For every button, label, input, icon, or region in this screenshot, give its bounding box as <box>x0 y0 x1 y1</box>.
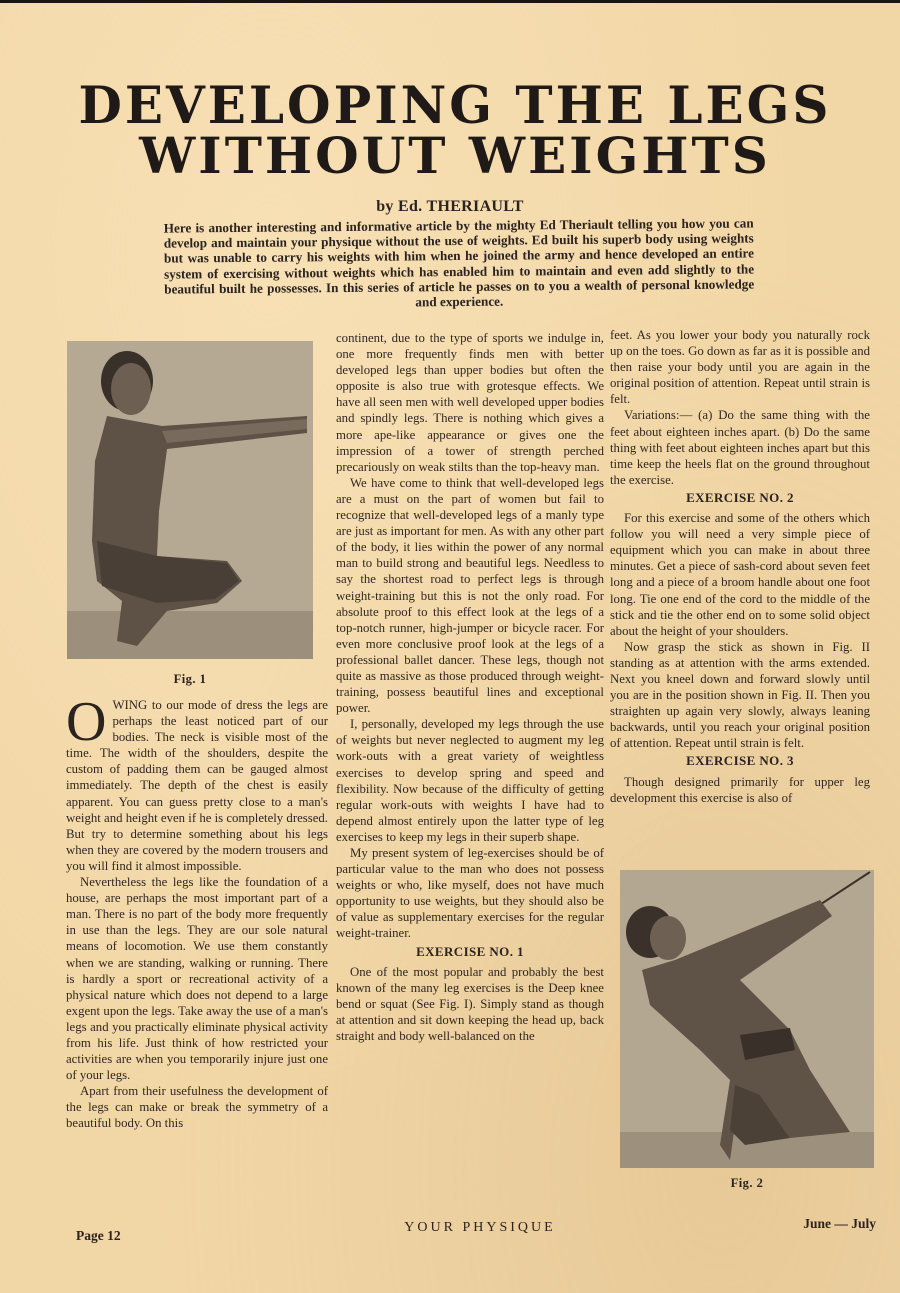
magazine-name: YOUR PHYSIQUE <box>404 1220 556 1235</box>
kneeling-stick-figure-illustration <box>620 870 874 1168</box>
paragraph: My present system of leg-exercises should be of particular value to the man who does not possess weights or who, like myself, does not have much opportunity to use weights, but they should also be of value as supplementary exercises for the regular weight-trainer. <box>336 846 604 941</box>
issue-date: June — July <box>803 1216 876 1231</box>
paragraph: Now grasp the stick as shown in Fig. II standing as at attention with the arms extended. Next you kneel down and forward slowly until you are in the position shown in Fig. II. Then you straighten up again very slowly, always leaning backwards, until you reach your original position of attention. Repeat until strain is felt. <box>610 639 870 751</box>
squat-figure-illustration <box>67 341 313 659</box>
figure-1-caption: Fig. 1 <box>173 672 207 686</box>
column-3 <box>610 327 870 806</box>
column-1 <box>66 691 328 1132</box>
paragraph: Apart from their usefulness the development of the legs can make or break the symmetry of a beautiful body. On this <box>66 1084 328 1131</box>
article-title-line-1: DEVELOPING THE LEGS <box>78 74 832 136</box>
paragraph: For this exercise and some of the others which follow you will need a very simple piece of equipment which you can make in about three minutes. Get a piece of sash-cord about seven feet long and a piece of a broom handle about one foot long. Tie one end of the cord to the middle of the stick and tie the other end on to some solid object about the height of your shoulders. <box>610 511 870 638</box>
figure-1-photo <box>67 341 313 659</box>
drop-cap: O <box>66 691 107 753</box>
page-number: Page 12 <box>76 1228 121 1243</box>
paragraph: Variations:— (a) Do the same thing with the feet about eighteen inches apart. (b) Do the same thing with feet about eighteen inches apart but this time keep the heels flat on the ground throughout the exercise. <box>610 408 870 487</box>
paragraph: continent, due to the type of sports we indulge in, one more frequently finds men with better developed legs than upper bodies but often the opposite is also true with grotesque effects. We have all seen men with well developed upper bodies and spindly legs. There is nothing which gives a more ape-like appearance or gives one the impression of a tower of strength perched precariously on weak stilts than the top-heavy man. <box>336 331 604 474</box>
paragraph: feet. As you lower your body you naturally rock up on the toes. Go down as far as it is possible and then raise your body until you are again in the original position of attention. Repeat until strain is felt. <box>610 328 870 407</box>
paragraph: One of the most popular and probably the best known of the many leg exercises is the Deep knee bend or squat (See Fig. I). Simply stand as though at attention and sit down keeping the head up, back straight and body well-balanced on the <box>336 964 604 1044</box>
article-title-line-2: WITHOUT WEIGHTS <box>139 126 771 185</box>
intro-paragraph: Here is another interesting and informative article by the mighty Ed Theriault telling you how you can develop and maintain your physique without the use of weights. Ed built his superb body using weights but was unable to carry his weights with him when he joined the army and hence developed an entire system of exercising without weights which has enabled him to maintain and even add slightly to the beautiful built he possesses. In this series of article he passes on to you a wealth of personal knowledge and experience. <box>163 215 755 310</box>
paragraph: Nevertheless the legs like the foundation of a house, are perhaps the most important part of a man. There is no part of the body more frequently in use than the legs. They are our sole natural means of locomotion. We use them constantly when we are standing, walking or running. There is hardly a sport or recreational activity of a physical nature which does not depend to a large exgent upon the legs. Take away the use of a man's legs and you practically eliminate physical activity from his life. Just think of how restricted your activities are when you temporarily injure just one of your legs. <box>66 875 328 1083</box>
figure-2-caption: Fig. 2 <box>730 1176 764 1190</box>
exercise-1-heading: EXERCISE NO. 1 <box>416 943 524 959</box>
paragraph: I, personally, developed my legs through the use of weights but never neglected to augment my leg work-outs with a great variety of weightless exercises to develop spring and speed and flexibility. Now because of the difficulty of getting regular work-outs with weights I have had to depend almost entirely upon the latter type of leg exercises to keep my legs in their superb shape. <box>336 717 604 844</box>
exercise-2-heading: EXERCISE NO. 2 <box>686 489 794 505</box>
exercise-3-heading: EXERCISE NO. 3 <box>686 753 794 769</box>
paragraph: Though designed primarily for upper leg development this exercise is also of <box>610 774 870 805</box>
column-2 <box>336 330 604 1044</box>
opening-paragraph: OWING to our mode of dress the legs are perhaps the least noticed part of our bodies. The neck is visible most of the time. The width of the shoulders, despite the custom of padding them can be gauged almost immediately. The depth of the chest is easily apparent. You can guess pretty close to a man's weight and height even if he is completely dressed. But try to determine something about his legs when they are covered by the modern trousers and you will find it almost impossible. <box>66 691 328 873</box>
byline: by Ed. THERIAULT <box>376 198 524 215</box>
paragraph: We have come to think that well-developed legs are a must on the part of women but fail to recognize that well-developed legs of a manly type are just as important for men. As with any other part of the body, it lies within the power of any normal man to build strong and beautiful legs. Needless to say the shortest road to perfect legs is through weight-training but this is not the only road. For absolute proof to this effect look at the legs of a top-notch runner, high-jumper or bicycle racer. For even more conclusive proof look at the legs of a professional ballet dancer. These legs, though not quite as massive as those produced through weight-training, possess beautiful lines and exceptional power. <box>336 475 604 716</box>
figure-2-photo <box>620 870 874 1168</box>
page-top-edge <box>0 0 900 3</box>
